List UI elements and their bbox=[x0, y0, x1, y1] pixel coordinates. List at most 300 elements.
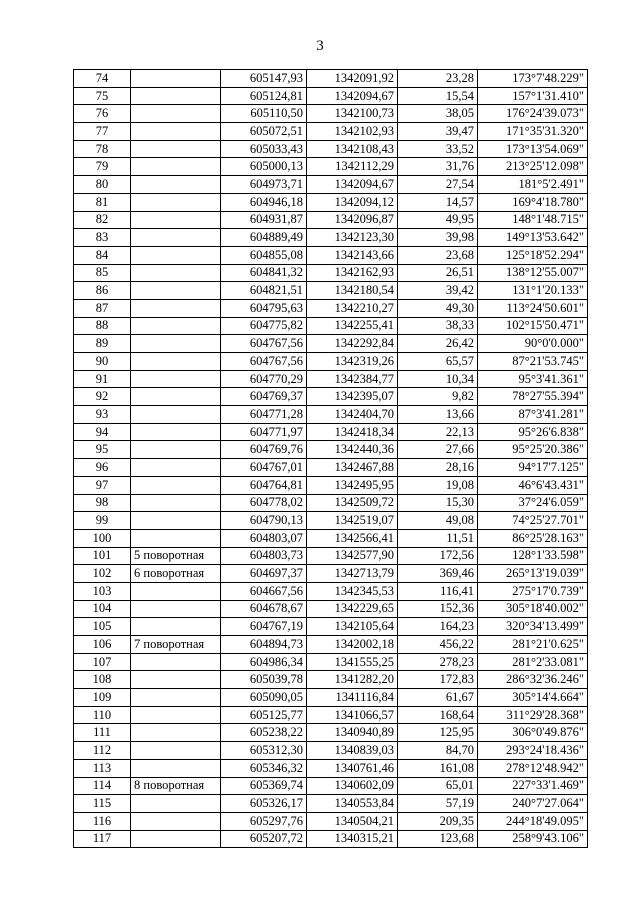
y-coordinate-cell: 1342519,07 bbox=[307, 512, 398, 530]
segment-length-cell: 172,56 bbox=[398, 547, 478, 565]
direction-angle-cell: 128°1'33.598" bbox=[478, 547, 588, 565]
point-number-cell: 79 bbox=[74, 158, 131, 176]
table-row bbox=[74, 671, 588, 689]
table-row bbox=[74, 706, 588, 724]
point-number-cell: 99 bbox=[74, 512, 131, 530]
point-number-cell: 104 bbox=[74, 600, 131, 618]
point-note-cell bbox=[131, 105, 221, 123]
direction-angle-cell: 176°24'39.073" bbox=[478, 105, 588, 123]
point-note-cell: 5 поворотная bbox=[131, 547, 221, 565]
x-coordinate-cell: 604931,87 bbox=[221, 211, 307, 229]
x-coordinate-cell: 604769,76 bbox=[221, 441, 307, 459]
segment-length-cell: 39,98 bbox=[398, 229, 478, 247]
point-number-cell: 107 bbox=[74, 653, 131, 671]
table-row bbox=[74, 547, 588, 565]
direction-angle-cell: 113°24'50.601" bbox=[478, 299, 588, 317]
y-coordinate-cell: 1342319,26 bbox=[307, 353, 398, 371]
point-number-cell: 103 bbox=[74, 582, 131, 600]
table-row bbox=[74, 636, 588, 654]
point-number-cell: 91 bbox=[74, 370, 131, 388]
y-coordinate-cell: 1342002,18 bbox=[307, 636, 398, 654]
x-coordinate-cell: 604803,07 bbox=[221, 529, 307, 547]
point-note-cell bbox=[131, 282, 221, 300]
point-note-cell bbox=[131, 653, 221, 671]
point-number-cell: 89 bbox=[74, 335, 131, 353]
point-number-cell: 84 bbox=[74, 246, 131, 264]
direction-angle-cell: 37°24'6.059" bbox=[478, 494, 588, 512]
point-number-cell: 108 bbox=[74, 671, 131, 689]
x-coordinate-cell: 604841,32 bbox=[221, 264, 307, 282]
y-coordinate-cell: 1342440,36 bbox=[307, 441, 398, 459]
segment-length-cell: 14,57 bbox=[398, 193, 478, 211]
table-row bbox=[74, 423, 588, 441]
point-number-cell: 102 bbox=[74, 565, 131, 583]
point-note-cell bbox=[131, 459, 221, 477]
x-coordinate-cell: 604771,28 bbox=[221, 406, 307, 424]
point-number-cell: 92 bbox=[74, 388, 131, 406]
direction-angle-cell: 293°24'18.436" bbox=[478, 742, 588, 760]
segment-length-cell: 123,68 bbox=[398, 830, 478, 848]
point-number-cell: 97 bbox=[74, 476, 131, 494]
table-row bbox=[74, 317, 588, 335]
segment-length-cell: 13,66 bbox=[398, 406, 478, 424]
x-coordinate-cell: 605147,93 bbox=[221, 70, 307, 88]
x-coordinate-cell: 604678,67 bbox=[221, 600, 307, 618]
point-note-cell bbox=[131, 211, 221, 229]
direction-angle-cell: 258°9'43.106" bbox=[478, 830, 588, 848]
point-number-cell: 106 bbox=[74, 636, 131, 654]
point-note-cell bbox=[131, 264, 221, 282]
x-coordinate-cell: 605297,76 bbox=[221, 812, 307, 830]
point-note-cell bbox=[131, 406, 221, 424]
segment-length-cell: 57,19 bbox=[398, 795, 478, 813]
x-coordinate-cell: 604764,81 bbox=[221, 476, 307, 494]
x-coordinate-cell: 604973,71 bbox=[221, 176, 307, 194]
point-number-cell: 116 bbox=[74, 812, 131, 830]
y-coordinate-cell: 1342210,27 bbox=[307, 299, 398, 317]
x-coordinate-cell: 604769,37 bbox=[221, 388, 307, 406]
segment-length-cell: 278,23 bbox=[398, 653, 478, 671]
direction-angle-cell: 138°12'55.007" bbox=[478, 264, 588, 282]
table-row bbox=[74, 246, 588, 264]
segment-length-cell: 39,47 bbox=[398, 123, 478, 141]
point-number-cell: 80 bbox=[74, 176, 131, 194]
point-number-cell: 77 bbox=[74, 123, 131, 141]
table-row bbox=[74, 476, 588, 494]
table-row bbox=[74, 282, 588, 300]
segment-length-cell: 10,34 bbox=[398, 370, 478, 388]
y-coordinate-cell: 1342112,29 bbox=[307, 158, 398, 176]
direction-angle-cell: 278°12'48.942" bbox=[478, 759, 588, 777]
point-note-cell bbox=[131, 87, 221, 105]
table-row bbox=[74, 140, 588, 158]
point-note-cell bbox=[131, 582, 221, 600]
table-row bbox=[74, 406, 588, 424]
y-coordinate-cell: 1342384,77 bbox=[307, 370, 398, 388]
y-coordinate-cell: 1342162,93 bbox=[307, 264, 398, 282]
point-note-cell bbox=[131, 246, 221, 264]
point-number-cell: 88 bbox=[74, 317, 131, 335]
segment-length-cell: 84,70 bbox=[398, 742, 478, 760]
point-number-cell: 87 bbox=[74, 299, 131, 317]
segment-length-cell: 33,52 bbox=[398, 140, 478, 158]
x-coordinate-cell: 604889,49 bbox=[221, 229, 307, 247]
table-row bbox=[74, 299, 588, 317]
x-coordinate-cell: 604946,18 bbox=[221, 193, 307, 211]
point-note-cell: 7 поворотная bbox=[131, 636, 221, 654]
direction-angle-cell: 95°26'6.838" bbox=[478, 423, 588, 441]
table-row bbox=[74, 529, 588, 547]
point-number-cell: 83 bbox=[74, 229, 131, 247]
table-row bbox=[74, 742, 588, 760]
point-note-cell bbox=[131, 229, 221, 247]
y-coordinate-cell: 1340504,21 bbox=[307, 812, 398, 830]
direction-angle-cell: 244°18'49.095" bbox=[478, 812, 588, 830]
point-number-cell: 101 bbox=[74, 547, 131, 565]
point-note-cell bbox=[131, 176, 221, 194]
direction-angle-cell: 90°0'0.000" bbox=[478, 335, 588, 353]
point-number-cell: 75 bbox=[74, 87, 131, 105]
segment-length-cell: 31,76 bbox=[398, 158, 478, 176]
y-coordinate-cell: 1342577,90 bbox=[307, 547, 398, 565]
direction-angle-cell: 265°13'19.039" bbox=[478, 565, 588, 583]
point-number-cell: 105 bbox=[74, 618, 131, 636]
table-row bbox=[74, 176, 588, 194]
point-note-cell bbox=[131, 742, 221, 760]
direction-angle-cell: 74°25'27.701" bbox=[478, 512, 588, 530]
point-number-cell: 109 bbox=[74, 689, 131, 707]
table-row bbox=[74, 335, 588, 353]
point-note-cell bbox=[131, 423, 221, 441]
y-coordinate-cell: 1340761,46 bbox=[307, 759, 398, 777]
direction-angle-cell: 281°21'0.625" bbox=[478, 636, 588, 654]
direction-angle-cell: 102°15'50.471" bbox=[478, 317, 588, 335]
table-row bbox=[74, 70, 588, 88]
segment-length-cell: 172,83 bbox=[398, 671, 478, 689]
direction-angle-cell: 181°5'2.491" bbox=[478, 176, 588, 194]
point-number-cell: 112 bbox=[74, 742, 131, 760]
point-note-cell bbox=[131, 193, 221, 211]
y-coordinate-cell: 1342100,73 bbox=[307, 105, 398, 123]
coordinates-table bbox=[73, 69, 588, 848]
point-number-cell: 86 bbox=[74, 282, 131, 300]
point-number-cell: 96 bbox=[74, 459, 131, 477]
segment-length-cell: 49,08 bbox=[398, 512, 478, 530]
point-number-cell: 110 bbox=[74, 706, 131, 724]
table-row bbox=[74, 777, 588, 795]
direction-angle-cell: 281°2'33.081" bbox=[478, 653, 588, 671]
y-coordinate-cell: 1342418,34 bbox=[307, 423, 398, 441]
direction-angle-cell: 227°33'1.469" bbox=[478, 777, 588, 795]
point-note-cell: 8 поворотная bbox=[131, 777, 221, 795]
point-number-cell: 76 bbox=[74, 105, 131, 123]
point-note-cell bbox=[131, 158, 221, 176]
point-number-cell: 95 bbox=[74, 441, 131, 459]
x-coordinate-cell: 604767,01 bbox=[221, 459, 307, 477]
direction-angle-cell: 305°14'4.664" bbox=[478, 689, 588, 707]
direction-angle-cell: 94°17'7.125" bbox=[478, 459, 588, 477]
x-coordinate-cell: 604697,37 bbox=[221, 565, 307, 583]
segment-length-cell: 38,33 bbox=[398, 317, 478, 335]
y-coordinate-cell: 1342292,84 bbox=[307, 335, 398, 353]
direction-angle-cell: 149°13'53.642" bbox=[478, 229, 588, 247]
point-number-cell: 114 bbox=[74, 777, 131, 795]
point-note-cell bbox=[131, 759, 221, 777]
y-coordinate-cell: 1342091,92 bbox=[307, 70, 398, 88]
point-note-cell bbox=[131, 370, 221, 388]
y-coordinate-cell: 1340553,84 bbox=[307, 795, 398, 813]
direction-angle-cell: 306°0'49.876" bbox=[478, 724, 588, 742]
x-coordinate-cell: 605312,30 bbox=[221, 742, 307, 760]
y-coordinate-cell: 1342094,67 bbox=[307, 87, 398, 105]
direction-angle-cell: 171°35'31.320" bbox=[478, 123, 588, 141]
table-row bbox=[74, 105, 588, 123]
segment-length-cell: 65,01 bbox=[398, 777, 478, 795]
y-coordinate-cell: 1340839,03 bbox=[307, 742, 398, 760]
x-coordinate-cell: 604855,08 bbox=[221, 246, 307, 264]
direction-angle-cell: 46°6'43.431" bbox=[478, 476, 588, 494]
table-row bbox=[74, 193, 588, 211]
x-coordinate-cell: 604771,97 bbox=[221, 423, 307, 441]
y-coordinate-cell: 1342509,72 bbox=[307, 494, 398, 512]
segment-length-cell: 152,36 bbox=[398, 600, 478, 618]
point-number-cell: 115 bbox=[74, 795, 131, 813]
x-coordinate-cell: 605000,13 bbox=[221, 158, 307, 176]
x-coordinate-cell: 604767,56 bbox=[221, 353, 307, 371]
x-coordinate-cell: 605072,51 bbox=[221, 123, 307, 141]
x-coordinate-cell: 605326,17 bbox=[221, 795, 307, 813]
segment-length-cell: 456,22 bbox=[398, 636, 478, 654]
point-note-cell bbox=[131, 512, 221, 530]
direction-angle-cell: 169°4'18.780" bbox=[478, 193, 588, 211]
segment-length-cell: 28,16 bbox=[398, 459, 478, 477]
x-coordinate-cell: 604667,56 bbox=[221, 582, 307, 600]
point-note-cell bbox=[131, 353, 221, 371]
point-number-cell: 93 bbox=[74, 406, 131, 424]
table-row bbox=[74, 388, 588, 406]
point-note-cell bbox=[131, 388, 221, 406]
direction-angle-cell: 173°13'54.069" bbox=[478, 140, 588, 158]
direction-angle-cell: 95°3'41.361" bbox=[478, 370, 588, 388]
point-note-cell bbox=[131, 476, 221, 494]
table-row bbox=[74, 494, 588, 512]
point-note-cell: 6 поворотная bbox=[131, 565, 221, 583]
y-coordinate-cell: 1340602,09 bbox=[307, 777, 398, 795]
y-coordinate-cell: 1342713,79 bbox=[307, 565, 398, 583]
segment-length-cell: 164,23 bbox=[398, 618, 478, 636]
table-row bbox=[74, 724, 588, 742]
table-row bbox=[74, 158, 588, 176]
segment-length-cell: 49,30 bbox=[398, 299, 478, 317]
y-coordinate-cell: 1342404,70 bbox=[307, 406, 398, 424]
page-number: 3 bbox=[316, 38, 324, 54]
point-number-cell: 117 bbox=[74, 830, 131, 848]
table-row bbox=[74, 830, 588, 848]
point-number-cell: 111 bbox=[74, 724, 131, 742]
point-note-cell bbox=[131, 812, 221, 830]
table-row bbox=[74, 759, 588, 777]
segment-length-cell: 27,54 bbox=[398, 176, 478, 194]
direction-angle-cell: 311°29'28.368" bbox=[478, 706, 588, 724]
y-coordinate-cell: 1341066,57 bbox=[307, 706, 398, 724]
table-row bbox=[74, 353, 588, 371]
direction-angle-cell: 125°18'52.294" bbox=[478, 246, 588, 264]
table-row bbox=[74, 795, 588, 813]
point-note-cell bbox=[131, 706, 221, 724]
direction-angle-cell: 87°3'41.281" bbox=[478, 406, 588, 424]
segment-length-cell: 19,08 bbox=[398, 476, 478, 494]
point-note-cell bbox=[131, 123, 221, 141]
y-coordinate-cell: 1342094,12 bbox=[307, 193, 398, 211]
y-coordinate-cell: 1342123,30 bbox=[307, 229, 398, 247]
y-coordinate-cell: 1342566,41 bbox=[307, 529, 398, 547]
y-coordinate-cell: 1342094,67 bbox=[307, 176, 398, 194]
x-coordinate-cell: 605110,50 bbox=[221, 105, 307, 123]
direction-angle-cell: 286°32'36.246" bbox=[478, 671, 588, 689]
table-row bbox=[74, 582, 588, 600]
segment-length-cell: 26,51 bbox=[398, 264, 478, 282]
table-row bbox=[74, 618, 588, 636]
direction-angle-cell: 87°21'53.745" bbox=[478, 353, 588, 371]
y-coordinate-cell: 1342102,93 bbox=[307, 123, 398, 141]
table-row bbox=[74, 653, 588, 671]
direction-angle-cell: 305°18'40.002" bbox=[478, 600, 588, 618]
y-coordinate-cell: 1340315,21 bbox=[307, 830, 398, 848]
segment-length-cell: 11,51 bbox=[398, 529, 478, 547]
segment-length-cell: 39,42 bbox=[398, 282, 478, 300]
point-number-cell: 94 bbox=[74, 423, 131, 441]
direction-angle-cell: 240°7'27.064" bbox=[478, 795, 588, 813]
segment-length-cell: 15,54 bbox=[398, 87, 478, 105]
x-coordinate-cell: 605238,22 bbox=[221, 724, 307, 742]
x-coordinate-cell: 605125,77 bbox=[221, 706, 307, 724]
y-coordinate-cell: 1341282,20 bbox=[307, 671, 398, 689]
y-coordinate-cell: 1342143,66 bbox=[307, 246, 398, 264]
point-note-cell bbox=[131, 70, 221, 88]
coordinates-table-body bbox=[74, 70, 588, 848]
x-coordinate-cell: 605369,74 bbox=[221, 777, 307, 795]
y-coordinate-cell: 1342495,95 bbox=[307, 476, 398, 494]
y-coordinate-cell: 1342096,87 bbox=[307, 211, 398, 229]
x-coordinate-cell: 604894,73 bbox=[221, 636, 307, 654]
table-row bbox=[74, 600, 588, 618]
segment-length-cell: 38,05 bbox=[398, 105, 478, 123]
segment-length-cell: 369,46 bbox=[398, 565, 478, 583]
point-note-cell bbox=[131, 600, 221, 618]
point-note-cell bbox=[131, 671, 221, 689]
segment-length-cell: 125,95 bbox=[398, 724, 478, 742]
point-note-cell bbox=[131, 317, 221, 335]
table-row bbox=[74, 87, 588, 105]
point-note-cell bbox=[131, 335, 221, 353]
x-coordinate-cell: 604775,82 bbox=[221, 317, 307, 335]
x-coordinate-cell: 605207,72 bbox=[221, 830, 307, 848]
point-number-cell: 113 bbox=[74, 759, 131, 777]
x-coordinate-cell: 605346,32 bbox=[221, 759, 307, 777]
x-coordinate-cell: 604795,63 bbox=[221, 299, 307, 317]
y-coordinate-cell: 1341555,25 bbox=[307, 653, 398, 671]
y-coordinate-cell: 1342229,65 bbox=[307, 600, 398, 618]
point-note-cell bbox=[131, 795, 221, 813]
direction-angle-cell: 86°25'28.163" bbox=[478, 529, 588, 547]
y-coordinate-cell: 1341116,84 bbox=[307, 689, 398, 707]
direction-angle-cell: 157°1'31.410" bbox=[478, 87, 588, 105]
x-coordinate-cell: 604778,02 bbox=[221, 494, 307, 512]
direction-angle-cell: 275°17'0.739" bbox=[478, 582, 588, 600]
table-row bbox=[74, 812, 588, 830]
direction-angle-cell: 95°25'20.386" bbox=[478, 441, 588, 459]
table-row bbox=[74, 441, 588, 459]
point-number-cell: 100 bbox=[74, 529, 131, 547]
table-row bbox=[74, 512, 588, 530]
segment-length-cell: 161,08 bbox=[398, 759, 478, 777]
segment-length-cell: 26,42 bbox=[398, 335, 478, 353]
x-coordinate-cell: 605039,78 bbox=[221, 671, 307, 689]
direction-angle-cell: 320°34'13.499" bbox=[478, 618, 588, 636]
x-coordinate-cell: 605033,43 bbox=[221, 140, 307, 158]
table-row bbox=[74, 370, 588, 388]
segment-length-cell: 116,41 bbox=[398, 582, 478, 600]
direction-angle-cell: 173°7'48.229" bbox=[478, 70, 588, 88]
segment-length-cell: 23,28 bbox=[398, 70, 478, 88]
y-coordinate-cell: 1340940,89 bbox=[307, 724, 398, 742]
direction-angle-cell: 78°27'55.394" bbox=[478, 388, 588, 406]
segment-length-cell: 15,30 bbox=[398, 494, 478, 512]
y-coordinate-cell: 1342255,41 bbox=[307, 317, 398, 335]
x-coordinate-cell: 604767,56 bbox=[221, 335, 307, 353]
x-coordinate-cell: 604803,73 bbox=[221, 547, 307, 565]
x-coordinate-cell: 605090,05 bbox=[221, 689, 307, 707]
direction-angle-cell: 148°1'48.715" bbox=[478, 211, 588, 229]
point-number-cell: 85 bbox=[74, 264, 131, 282]
x-coordinate-cell: 604790,13 bbox=[221, 512, 307, 530]
point-note-cell bbox=[131, 689, 221, 707]
point-note-cell bbox=[131, 494, 221, 512]
direction-angle-cell: 213°25'12.098" bbox=[478, 158, 588, 176]
y-coordinate-cell: 1342467,88 bbox=[307, 459, 398, 477]
table-row bbox=[74, 123, 588, 141]
y-coordinate-cell: 1342180,54 bbox=[307, 282, 398, 300]
segment-length-cell: 168,64 bbox=[398, 706, 478, 724]
table-row bbox=[74, 229, 588, 247]
point-note-cell bbox=[131, 529, 221, 547]
table-row bbox=[74, 459, 588, 477]
x-coordinate-cell: 604821,51 bbox=[221, 282, 307, 300]
point-note-cell bbox=[131, 441, 221, 459]
table-row bbox=[74, 689, 588, 707]
point-number-cell: 78 bbox=[74, 140, 131, 158]
x-coordinate-cell: 604770,29 bbox=[221, 370, 307, 388]
direction-angle-cell: 131°1'20.133" bbox=[478, 282, 588, 300]
segment-length-cell: 65,57 bbox=[398, 353, 478, 371]
x-coordinate-cell: 604767,19 bbox=[221, 618, 307, 636]
point-note-cell bbox=[131, 140, 221, 158]
table-row bbox=[74, 565, 588, 583]
x-coordinate-cell: 605124,81 bbox=[221, 87, 307, 105]
segment-length-cell: 9,82 bbox=[398, 388, 478, 406]
y-coordinate-cell: 1342105,64 bbox=[307, 618, 398, 636]
y-coordinate-cell: 1342108,43 bbox=[307, 140, 398, 158]
point-number-cell: 81 bbox=[74, 193, 131, 211]
y-coordinate-cell: 1342395,07 bbox=[307, 388, 398, 406]
point-number-cell: 90 bbox=[74, 353, 131, 371]
point-note-cell bbox=[131, 724, 221, 742]
point-number-cell: 98 bbox=[74, 494, 131, 512]
point-number-cell: 74 bbox=[74, 70, 131, 88]
segment-length-cell: 61,67 bbox=[398, 689, 478, 707]
segment-length-cell: 22,13 bbox=[398, 423, 478, 441]
table-row bbox=[74, 211, 588, 229]
